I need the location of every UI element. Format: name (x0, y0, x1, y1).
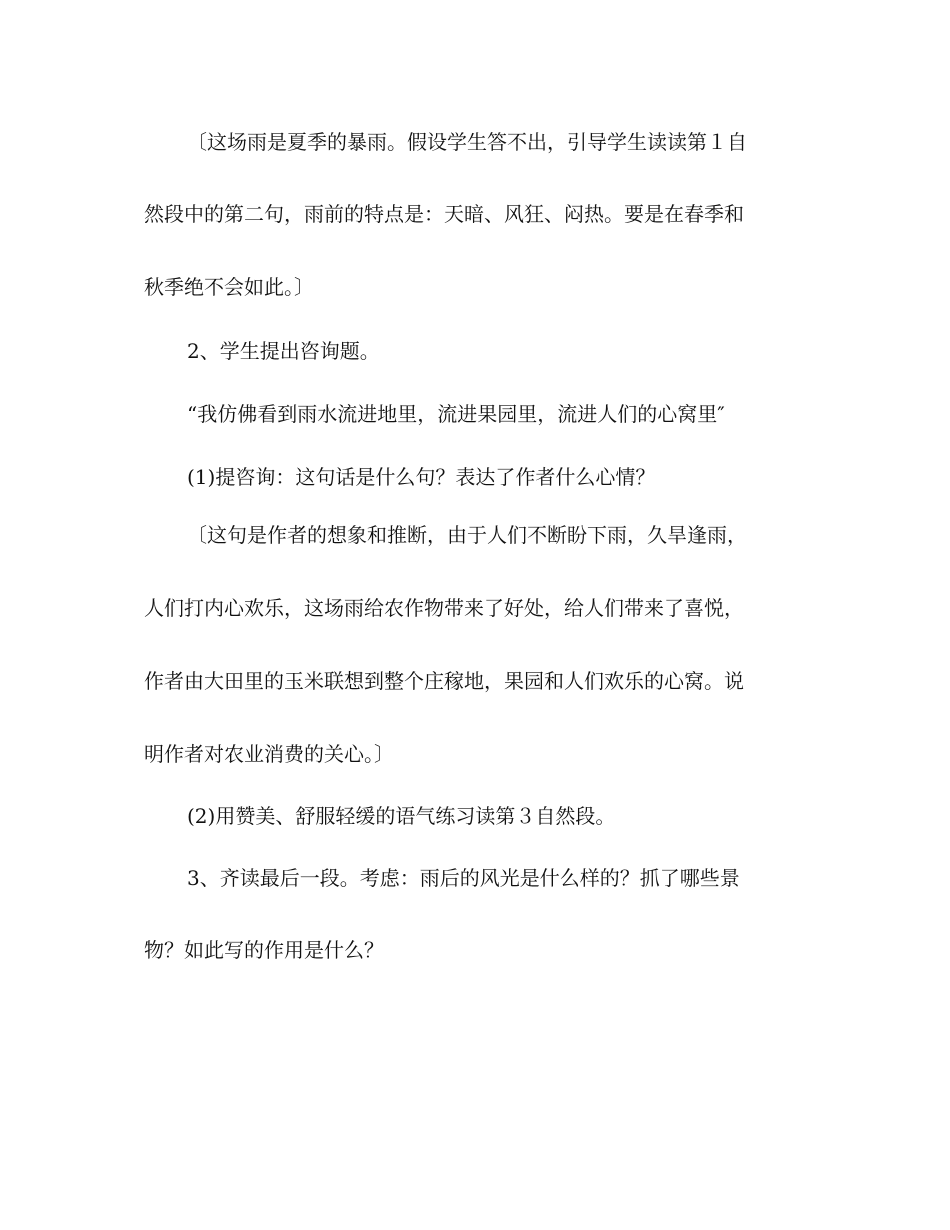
paragraph-line: 3、齐读最后一段。考虑：雨后的风光是什么样的？抓了哪些景 (187, 866, 740, 890)
paragraph-line: 2、学生提出咨询题。 (187, 339, 380, 363)
paragraph-line: 秋季绝不会如此。〕 (144, 275, 314, 299)
paragraph-line: (2)用赞美、舒服轻缓的语气练习读第３自然段。 (187, 804, 616, 828)
paragraph-line: 〔这场雨是夏季的暴雨。假设学生答不出，引导学生读读第１自 (187, 130, 747, 154)
paragraph-line: (1)提咨询：这句话是什么句？表达了作者什么心情？ (187, 465, 656, 489)
paragraph-line: 〔这句是作者的想象和推断，由于人们不断盼下雨，久旱逢雨， (187, 523, 747, 547)
paragraph-line: 作者由大田里的玉米联想到整个庄稼地，果园和人们欢乐的心窝。说 (144, 669, 744, 693)
paragraph-line: 明作者对农业消费的关心。〕 (144, 742, 394, 766)
paragraph-line: 物？如此写的作用是什么？ (144, 938, 384, 962)
paragraph-line: “我仿佛看到雨水流进地里，流进果园里，流进人们的心窝里″ (187, 402, 725, 426)
paragraph-line: 然段中的第二句，雨前的特点是：天暗、风狂、闷热。要是在春季和 (144, 202, 744, 226)
paragraph-line: 人们打内心欢乐，这场雨给农作物带来了好处，给人们带来了喜悦， (144, 596, 744, 620)
